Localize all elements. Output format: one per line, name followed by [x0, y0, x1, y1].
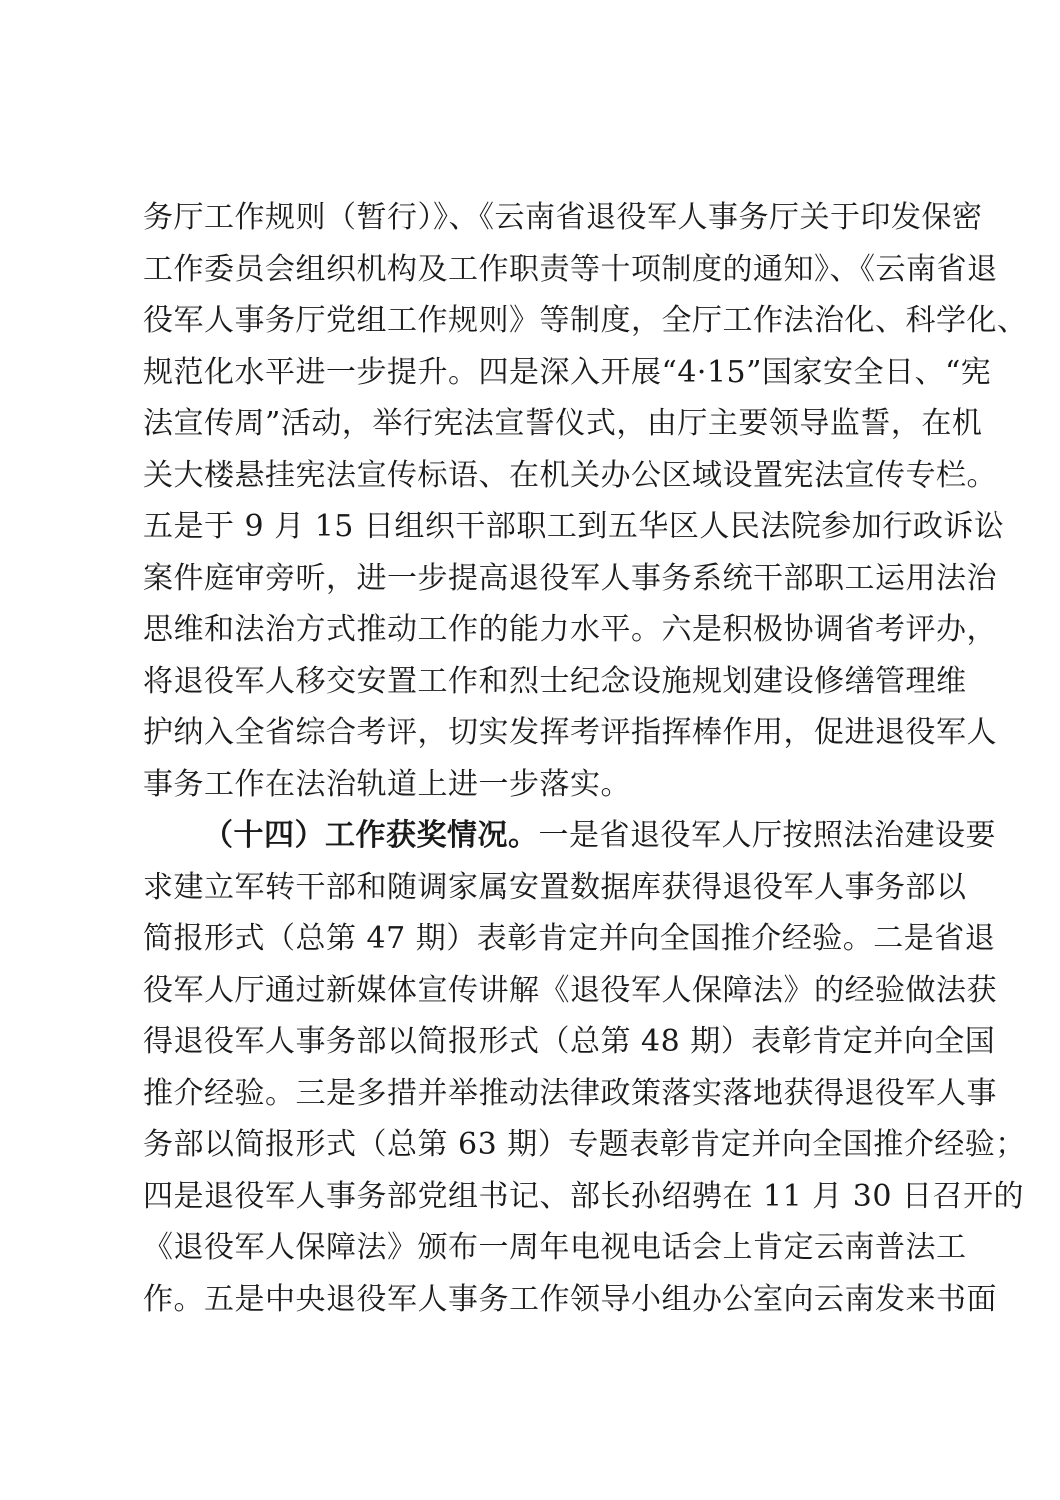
text-line: 简报形式（总第 47 期）表彰肯定并向全国推介经验。二是省退 — [143, 921, 996, 956]
text-line: 案件庭审旁听，进一步提高退役军人事务系统干部职工运用法治 — [143, 560, 997, 596]
body-text — [143, 192, 1028, 1325]
text-line: 推介经验。三是多措并举推动法律政策落实落地获得退役军人事 — [143, 1075, 997, 1111]
text-line: 事务工作在法治轨道上进一步落实。 — [143, 766, 631, 802]
text-line: 作。五是中央退役军人事务工作领导小组办公室向云南发来书面 — [143, 1281, 997, 1317]
text-line: 务部以简报形式（总第 63 期）专题表彰肯定并向全国推介经验； — [143, 1127, 1026, 1162]
text-line: 规范化水平进一步提升。四是深入开展“4·15”国家安全日、“宪 — [143, 354, 992, 390]
text-line: 法宣传周”活动，举行宪法宣誓仪式，由厅主要领导监誓，在机 — [143, 406, 983, 441]
text-line: 护纳入全省综合考评，切实发挥考评指挥棒作用，促进退役军人 — [143, 715, 997, 750]
section-text: 一是省退役军人厅按照法治建设要 — [538, 818, 996, 853]
text-line: 四是退役军人事务部党组书记、部长孙绍骋在 11 月 30 日召开的 — [143, 1178, 1024, 1214]
text-line: 求建立军转干部和随调家属安置数据库获得退役军人事务部以 — [143, 869, 967, 905]
text-line: 将退役军人移交安置工作和烈士纪念设施规划建设修缮管理维 — [143, 663, 967, 699]
text-line: 务厅工作规则（暂行）》、《云南省退役军人事务厅关于印发保密 — [143, 200, 983, 235]
text-line: 役军人厅通过新媒体宣传讲解《退役军人保障法》的经验做法获 — [143, 972, 997, 1008]
text-line: 得退役军人事务部以简报形式（总第 48 期）表彰肯定并向全国 — [143, 1024, 996, 1059]
text-line: 思维和法治方式推动工作的能力水平。六是积极协调省考评办， — [143, 612, 997, 647]
text-line: 工作委员会组织机构及工作职责等十项制度的通知》、《云南省退 — [143, 251, 998, 287]
section-heading: （十四）工作获奖情况。 — [203, 818, 539, 853]
text-line: 五是于 9 月 15 日组织干部职工到五华区人民法院参加行政诉讼 — [143, 509, 1005, 544]
section-heading-line — [143, 810, 996, 862]
text-line: 《退役军人保障法》颁布一周年电视电话会上肯定云南普法工 — [143, 1230, 967, 1265]
text-line: 役军人事务厅党组工作规则》等制度，全厅工作法治化、科学化、 — [143, 303, 1028, 338]
text-line: 关大楼悬挂宪法宣传标语、在机关办公区域设置宪法宣传专栏。 — [143, 457, 997, 493]
